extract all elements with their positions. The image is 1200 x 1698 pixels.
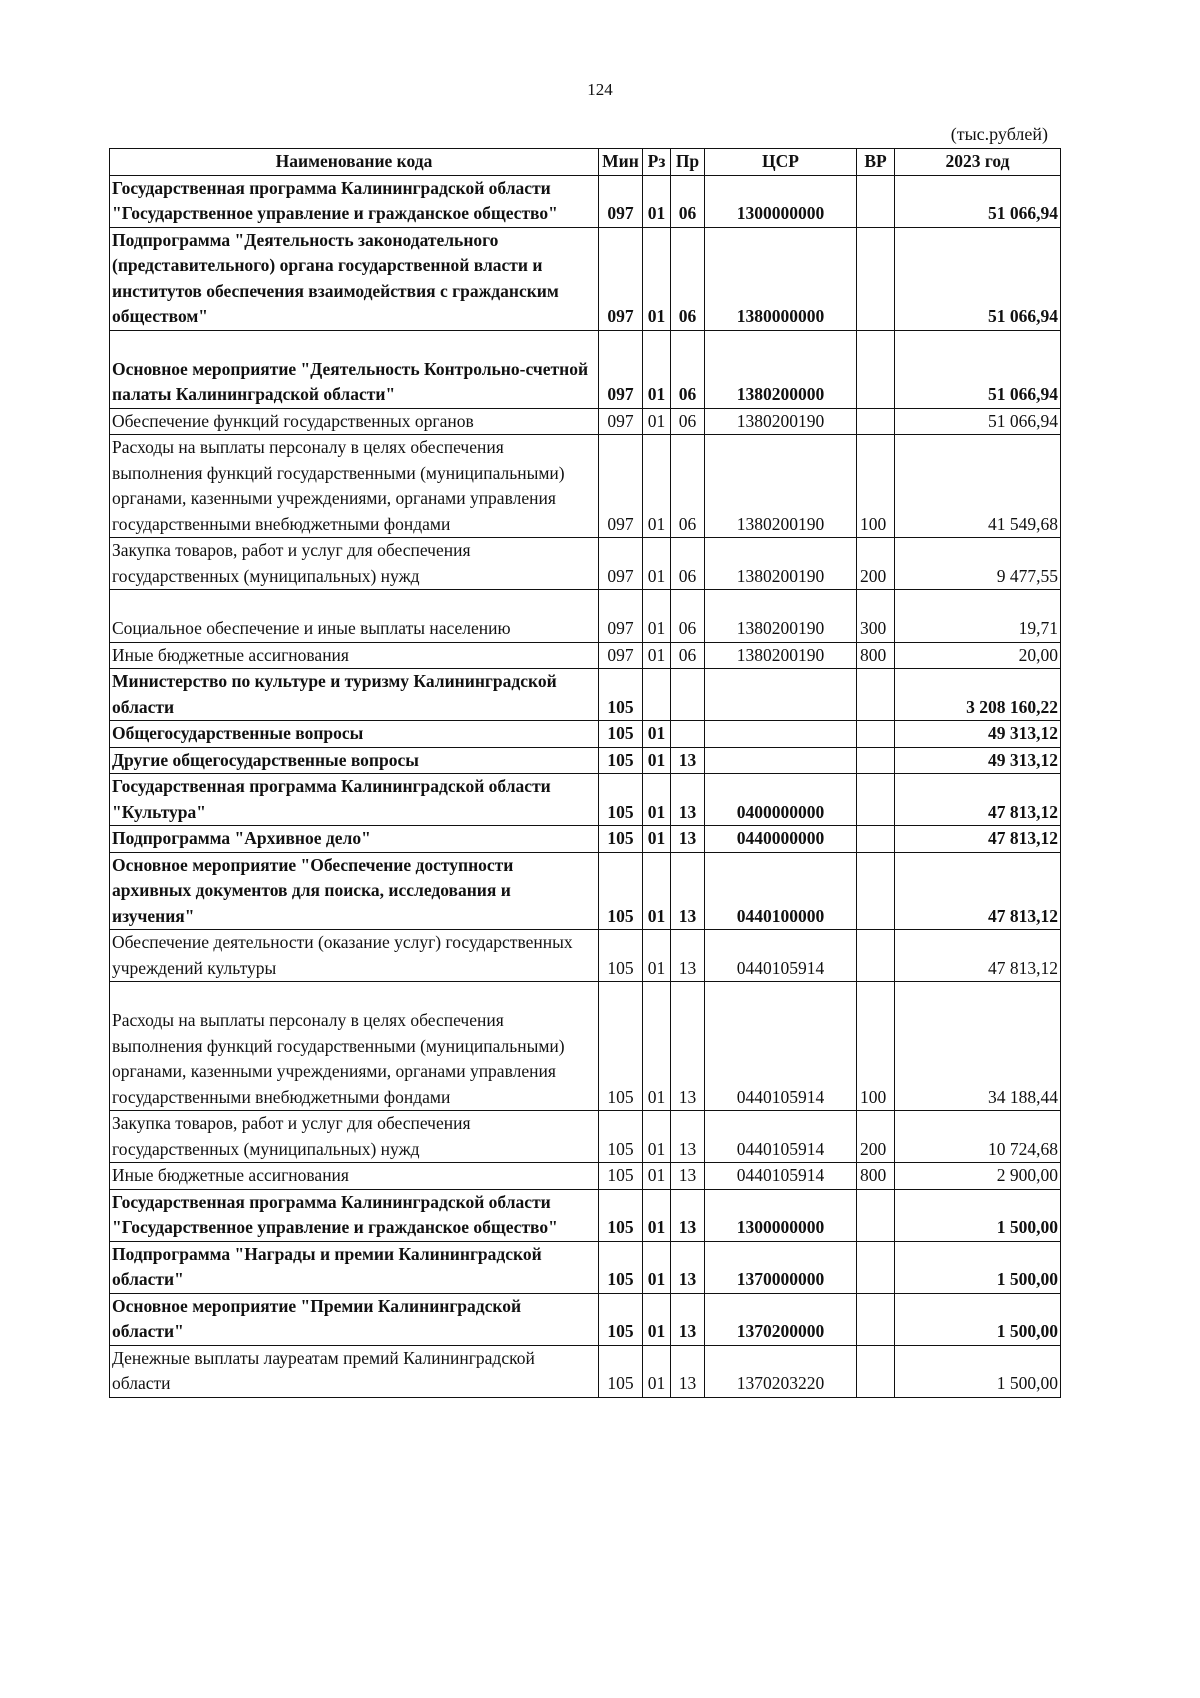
- row-rz-cell: 01: [643, 590, 671, 643]
- row-csr-cell: [705, 721, 857, 748]
- table-row: [110, 590, 1061, 643]
- row-name-cell: Расходы на выплаты персоналу в целях обеспечения выполнения функций государственными (муниципальными) органами, казенными учреждениями, органами управления государственными внебюджетными фондами: [110, 435, 599, 538]
- row-pr-cell: [671, 669, 705, 721]
- row-pr-cell: 13: [671, 1163, 705, 1190]
- row-amount-cell: 51 066,94: [895, 175, 1061, 227]
- budget-table: [109, 148, 1061, 1398]
- row-min-cell: 105: [599, 1241, 643, 1293]
- row-amount-cell: 47 813,12: [895, 852, 1061, 930]
- row-name-cell: Общегосударственные вопросы: [110, 721, 599, 748]
- table-row: [110, 930, 1061, 982]
- row-rz-cell: 01: [643, 826, 671, 853]
- row-csr-cell: 1380200190: [705, 642, 857, 669]
- row-name-cell: Расходы на выплаты персоналу в целях обеспечения выполнения функций государственными (муниципальными) органами, казенными учреждениями, органами управления государственными внебюджетными фондами: [110, 982, 599, 1111]
- row-rz-cell: 01: [643, 1241, 671, 1293]
- row-rz-cell: 01: [643, 1111, 671, 1163]
- row-amount-cell: 19,71: [895, 590, 1061, 643]
- row-vr-cell: [857, 826, 895, 853]
- row-amount-cell: 3 208 160,22: [895, 669, 1061, 721]
- row-pr-cell: 06: [671, 227, 705, 330]
- row-vr-cell: [857, 1241, 895, 1293]
- row-name-cell: Социальное обеспечение и иные выплаты населению: [110, 590, 599, 643]
- row-vr-cell: [857, 330, 895, 408]
- row-vr-cell: [857, 669, 895, 721]
- table-row: [110, 1241, 1061, 1293]
- row-min-cell: 105: [599, 930, 643, 982]
- table-row: [110, 747, 1061, 774]
- row-amount-cell: 10 724,68: [895, 1111, 1061, 1163]
- row-csr-cell: 1380000000: [705, 227, 857, 330]
- row-csr-cell: 0440105914: [705, 1111, 857, 1163]
- row-csr-cell: 0440105914: [705, 1163, 857, 1190]
- row-pr-cell: 06: [671, 175, 705, 227]
- row-vr-cell: 200: [857, 1111, 895, 1163]
- row-rz-cell: 01: [643, 930, 671, 982]
- row-min-cell: 105: [599, 774, 643, 826]
- row-csr-cell: 1380200190: [705, 538, 857, 590]
- row-csr-cell: 1380200190: [705, 590, 857, 643]
- row-csr-cell: 1370000000: [705, 1241, 857, 1293]
- row-csr-cell: 0440105914: [705, 982, 857, 1111]
- row-amount-cell: 34 188,44: [895, 982, 1061, 1111]
- row-rz-cell: 01: [643, 1163, 671, 1190]
- table-row: [110, 1163, 1061, 1190]
- row-rz-cell: 01: [643, 538, 671, 590]
- table-row: [110, 642, 1061, 669]
- row-csr-cell: 1380200190: [705, 408, 857, 435]
- header-csr: ЦСР: [705, 149, 857, 176]
- table-row: [110, 227, 1061, 330]
- row-rz-cell: 01: [643, 175, 671, 227]
- row-rz-cell: 01: [643, 408, 671, 435]
- row-vr-cell: [857, 408, 895, 435]
- row-min-cell: 097: [599, 330, 643, 408]
- row-pr-cell: 13: [671, 1189, 705, 1241]
- row-rz-cell: 01: [643, 1293, 671, 1345]
- table-row: [110, 1189, 1061, 1241]
- table-row: [110, 330, 1061, 408]
- row-name-cell: Обеспечение функций государственных органов: [110, 408, 599, 435]
- header-min: Мин: [599, 149, 643, 176]
- row-pr-cell: 13: [671, 747, 705, 774]
- row-rz-cell: 01: [643, 852, 671, 930]
- table-row: [110, 826, 1061, 853]
- row-pr-cell: 13: [671, 930, 705, 982]
- row-name-cell: Основное мероприятие "Премии Калининградской области": [110, 1293, 599, 1345]
- table-row: [110, 1345, 1061, 1397]
- row-vr-cell: 800: [857, 1163, 895, 1190]
- row-vr-cell: [857, 1345, 895, 1397]
- row-csr-cell: 1370200000: [705, 1293, 857, 1345]
- row-pr-cell: [671, 721, 705, 748]
- row-pr-cell: 13: [671, 852, 705, 930]
- row-pr-cell: 13: [671, 1111, 705, 1163]
- row-amount-cell: 47 813,12: [895, 826, 1061, 853]
- row-amount-cell: 1 500,00: [895, 1293, 1061, 1345]
- row-vr-cell: [857, 747, 895, 774]
- row-min-cell: 105: [599, 1111, 643, 1163]
- row-min-cell: 105: [599, 669, 643, 721]
- row-csr-cell: 1300000000: [705, 175, 857, 227]
- header-year: 2023 год: [895, 149, 1061, 176]
- row-name-cell: Подпрограмма "Награды и премии Калининградской области": [110, 1241, 599, 1293]
- row-min-cell: 105: [599, 1345, 643, 1397]
- row-rz-cell: 01: [643, 642, 671, 669]
- row-vr-cell: [857, 1189, 895, 1241]
- table-row: [110, 175, 1061, 227]
- row-pr-cell: 06: [671, 330, 705, 408]
- row-vr-cell: 800: [857, 642, 895, 669]
- row-min-cell: 105: [599, 826, 643, 853]
- row-name-cell: Государственная программа Калининградской области "Культура": [110, 774, 599, 826]
- row-amount-cell: 9 477,55: [895, 538, 1061, 590]
- row-pr-cell: 06: [671, 408, 705, 435]
- row-vr-cell: 200: [857, 538, 895, 590]
- units-label: (тыс.рублей): [950, 124, 1048, 144]
- row-min-cell: 097: [599, 642, 643, 669]
- row-amount-cell: 1 500,00: [895, 1189, 1061, 1241]
- header-pr: Пр: [671, 149, 705, 176]
- row-rz-cell: 01: [643, 1345, 671, 1397]
- row-min-cell: 097: [599, 435, 643, 538]
- header-row: [110, 149, 1061, 176]
- table-row: [110, 982, 1061, 1111]
- table-row: [110, 538, 1061, 590]
- row-amount-cell: 49 313,12: [895, 721, 1061, 748]
- header-name: Наименование кода: [110, 149, 599, 176]
- row-rz-cell: 01: [643, 721, 671, 748]
- row-name-cell: Подпрограмма "Архивное дело": [110, 826, 599, 853]
- table-row: [110, 721, 1061, 748]
- table-row: [110, 408, 1061, 435]
- row-min-cell: 097: [599, 227, 643, 330]
- row-amount-cell: 49 313,12: [895, 747, 1061, 774]
- row-pr-cell: 13: [671, 982, 705, 1111]
- row-amount-cell: 20,00: [895, 642, 1061, 669]
- row-pr-cell: 13: [671, 1293, 705, 1345]
- row-name-cell: Закупка товаров, работ и услуг для обеспечения государственных (муниципальных) нужд: [110, 538, 599, 590]
- row-min-cell: 097: [599, 590, 643, 643]
- row-csr-cell: 1370203220: [705, 1345, 857, 1397]
- row-csr-cell: 1380200000: [705, 330, 857, 408]
- row-amount-cell: 51 066,94: [895, 408, 1061, 435]
- row-csr-cell: 1300000000: [705, 1189, 857, 1241]
- row-rz-cell: 01: [643, 982, 671, 1111]
- row-pr-cell: 13: [671, 1241, 705, 1293]
- row-name-cell: Основное мероприятие "Обеспечение доступности архивных документов для поиска, исследования и изучения": [110, 852, 599, 930]
- table-row: [110, 1111, 1061, 1163]
- row-vr-cell: [857, 175, 895, 227]
- table-row: [110, 669, 1061, 721]
- row-min-cell: 105: [599, 1163, 643, 1190]
- row-min-cell: 105: [599, 852, 643, 930]
- row-vr-cell: 100: [857, 982, 895, 1111]
- row-pr-cell: 06: [671, 642, 705, 669]
- row-vr-cell: [857, 930, 895, 982]
- row-csr-cell: 0440000000: [705, 826, 857, 853]
- row-pr-cell: 13: [671, 1345, 705, 1397]
- row-pr-cell: 06: [671, 435, 705, 538]
- row-name-cell: Денежные выплаты лауреатам премий Калининградской области: [110, 1345, 599, 1397]
- row-amount-cell: 1 500,00: [895, 1241, 1061, 1293]
- row-csr-cell: 0440105914: [705, 930, 857, 982]
- row-csr-cell: [705, 747, 857, 774]
- table-header: [110, 149, 1061, 176]
- header-rz: Рз: [643, 149, 671, 176]
- row-rz-cell: 01: [643, 227, 671, 330]
- row-vr-cell: 300: [857, 590, 895, 643]
- row-vr-cell: [857, 227, 895, 330]
- row-name-cell: Иные бюджетные ассигнования: [110, 642, 599, 669]
- row-name-cell: Государственная программа Калининградской области "Государственное управление и гражданское общество": [110, 1189, 599, 1241]
- row-amount-cell: 47 813,12: [895, 930, 1061, 982]
- row-rz-cell: 01: [643, 747, 671, 774]
- row-amount-cell: 1 500,00: [895, 1345, 1061, 1397]
- row-name-cell: Министерство по культуре и туризму Калининградской области: [110, 669, 599, 721]
- row-csr-cell: [705, 669, 857, 721]
- row-amount-cell: 51 066,94: [895, 227, 1061, 330]
- row-min-cell: 105: [599, 982, 643, 1111]
- row-min-cell: 105: [599, 721, 643, 748]
- row-name-cell: Подпрограмма "Деятельность законодательного (представительного) органа государственной власти и институтов обеспечения взаимодействия с гражданским обществом": [110, 227, 599, 330]
- row-name-cell: Другие общегосударственные вопросы: [110, 747, 599, 774]
- row-pr-cell: 06: [671, 590, 705, 643]
- row-pr-cell: 13: [671, 774, 705, 826]
- row-amount-cell: 47 813,12: [895, 774, 1061, 826]
- table-row: [110, 435, 1061, 538]
- row-rz-cell: 01: [643, 435, 671, 538]
- row-csr-cell: 0400000000: [705, 774, 857, 826]
- row-amount-cell: 41 549,68: [895, 435, 1061, 538]
- row-min-cell: 105: [599, 747, 643, 774]
- row-csr-cell: 0440100000: [705, 852, 857, 930]
- row-name-cell: Закупка товаров, работ и услуг для обеспечения государственных (муниципальных) нужд: [110, 1111, 599, 1163]
- row-vr-cell: [857, 721, 895, 748]
- row-name-cell: Государственная программа Калининградской области "Государственное управление и гражданское общество": [110, 175, 599, 227]
- row-vr-cell: [857, 1293, 895, 1345]
- row-rz-cell: 01: [643, 774, 671, 826]
- row-name-cell: Основное мероприятие "Деятельность Контрольно-счетной палаты Калининградской области": [110, 330, 599, 408]
- row-vr-cell: 100: [857, 435, 895, 538]
- row-min-cell: 105: [599, 1293, 643, 1345]
- row-min-cell: 097: [599, 408, 643, 435]
- table-body: [110, 175, 1061, 1397]
- row-amount-cell: 2 900,00: [895, 1163, 1061, 1190]
- row-amount-cell: 51 066,94: [895, 330, 1061, 408]
- row-rz-cell: 01: [643, 330, 671, 408]
- row-rz-cell: 01: [643, 1189, 671, 1241]
- row-pr-cell: 13: [671, 826, 705, 853]
- row-name-cell: Иные бюджетные ассигнования: [110, 1163, 599, 1190]
- row-min-cell: 105: [599, 1189, 643, 1241]
- table-row: [110, 852, 1061, 930]
- page-number: 124: [587, 80, 613, 99]
- row-rz-cell: [643, 669, 671, 721]
- header-vr: ВР: [857, 149, 895, 176]
- row-csr-cell: 1380200190: [705, 435, 857, 538]
- row-pr-cell: 06: [671, 538, 705, 590]
- row-vr-cell: [857, 774, 895, 826]
- table-row: [110, 774, 1061, 826]
- row-min-cell: 097: [599, 538, 643, 590]
- row-vr-cell: [857, 852, 895, 930]
- row-name-cell: Обеспечение деятельности (оказание услуг) государственных учреждений культуры: [110, 930, 599, 982]
- table-row: [110, 1293, 1061, 1345]
- row-min-cell: 097: [599, 175, 643, 227]
